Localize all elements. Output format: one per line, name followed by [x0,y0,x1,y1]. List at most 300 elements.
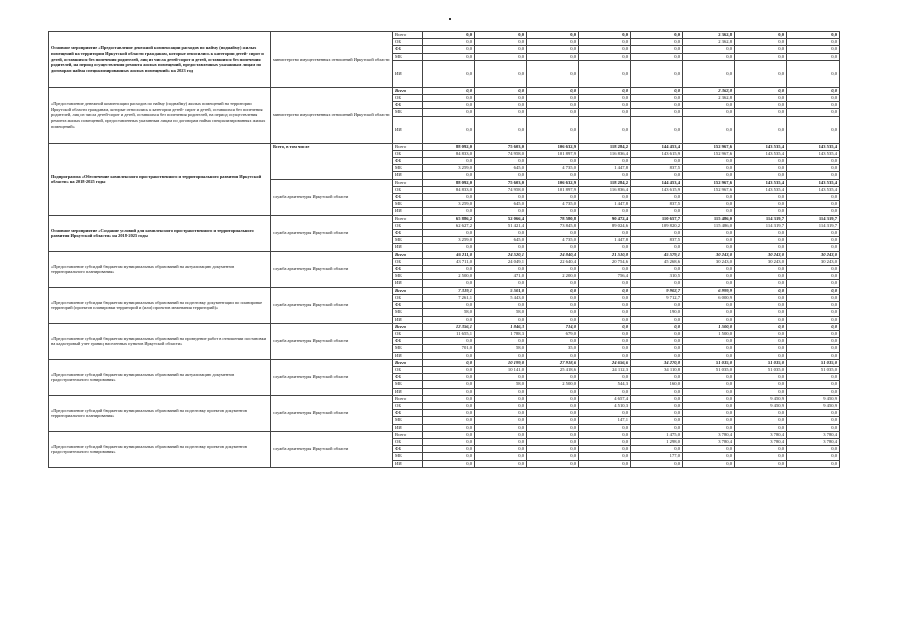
amount-cell: 0,0 [735,388,787,395]
amount-cell: 0,0 [579,330,631,337]
amount-cell: 0,0 [787,266,840,273]
funding-source-cell: МБ [393,309,423,316]
amount-cell: 0,0 [735,381,787,388]
amount-cell: 0,0 [475,194,527,201]
amount-cell: 0,0 [787,109,840,116]
table-row [49,359,840,366]
amount-cell: 0,0 [683,230,735,237]
amount-cell: 0,0 [527,172,579,179]
amount-cell: 0,0 [423,453,475,460]
funding-source-cell: МБ [393,165,423,172]
amount-cell: 0,0 [631,60,683,87]
amount-cell: 0,0 [579,109,631,116]
amount-cell: 0,0 [423,302,475,309]
amount-cell: 837,5 [631,165,683,172]
amount-cell: 0,0 [787,60,840,87]
amount-cell: 0,0 [423,208,475,215]
amount-cell: 7 319,1 [423,287,475,294]
amount-cell: 5 501,0 [475,287,527,294]
amount-cell: 0,0 [527,395,579,402]
page-marker-dot [449,18,451,20]
amount-cell: 0,0 [423,95,475,102]
amount-cell: 12 356,1 [423,323,475,330]
amount-cell: 0,0 [475,424,527,431]
amount-cell: 0,0 [475,352,527,359]
amount-cell: 0,0 [475,244,527,251]
amount-cell: 0,0 [683,309,735,316]
amount-cell: 0,0 [527,32,579,39]
amount-cell: 0,0 [527,453,579,460]
amount-cell: 0,0 [787,338,840,345]
amount-cell: 152 967,6 [683,143,735,150]
amount-cell: 0,0 [631,374,683,381]
amount-cell: 0,0 [579,194,631,201]
amount-cell: 0,0 [631,266,683,273]
amount-cell: 152 967,6 [683,179,735,186]
amount-cell: 0,0 [631,53,683,60]
funding-source-cell: ОБ [393,366,423,373]
amount-cell: 9 450,9 [735,402,787,409]
funding-source-cell: ФБ [393,230,423,237]
executor-cell: служба архитектуры Иркутской области [271,251,393,287]
amount-cell: 24 840,4 [527,251,579,258]
funding-source-cell: ОБ [393,402,423,409]
amount-cell: 0,0 [579,32,631,39]
amount-cell: 0,0 [579,424,631,431]
amount-cell: 106 632,9 [527,143,579,150]
amount-cell: 35,0 [527,345,579,352]
amount-cell: 0,0 [631,446,683,453]
amount-cell: 0,0 [735,446,787,453]
amount-cell: 0,0 [735,95,787,102]
amount-cell: 0,0 [787,230,840,237]
amount-cell: 0,0 [735,194,787,201]
amount-cell: 0,0 [527,266,579,273]
amount-cell: 0,0 [735,294,787,301]
amount-cell: 0,0 [787,388,840,395]
table-row [49,251,840,258]
amount-cell: 0,0 [683,410,735,417]
amount-cell: 0,0 [527,294,579,301]
amount-cell: 0,0 [787,237,840,244]
amount-cell: 143 615,9 [631,186,683,193]
funding-source-cell: ИИ [393,316,423,323]
amount-cell: 152 967,6 [683,186,735,193]
amount-cell: 9 450,9 [735,395,787,402]
amount-cell: 5 443,0 [475,294,527,301]
amount-cell: 62 627,2 [423,222,475,229]
amount-cell: 0,0 [475,102,527,109]
amount-cell: 114 319,7 [787,215,840,222]
amount-cell: 0,0 [579,388,631,395]
amount-cell: 1 846,3 [475,323,527,330]
amount-cell: 714,0 [527,323,579,330]
amount-cell: 0,0 [735,158,787,165]
amount-cell: 0,0 [579,60,631,87]
amount-cell: 0,0 [683,388,735,395]
amount-cell: 0,0 [475,87,527,94]
amount-cell: 0,0 [475,460,527,467]
amount-cell: 0,0 [527,194,579,201]
amount-cell: 0,0 [527,460,579,467]
funding-source-cell: ОБ [393,294,423,301]
funding-source-cell: МБ [393,453,423,460]
amount-cell: 0,0 [683,381,735,388]
program-name-cell: «Предоставление субсидий бюджетам муниципальных образований на актуализацию документов территориального планирования» [49,251,271,287]
amount-cell: 0,0 [579,95,631,102]
amount-cell: 0,0 [579,46,631,53]
amount-cell: 0,0 [423,338,475,345]
amount-cell: 0,0 [735,46,787,53]
amount-cell: 190,0 [631,309,683,316]
amount-cell: 1 500,0 [683,323,735,330]
amount-cell: 0,0 [735,280,787,287]
amount-cell: 84 833,0 [423,150,475,157]
funding-source-cell: ФБ [393,410,423,417]
funding-source-cell: Всего [393,32,423,39]
amount-cell: 78 580,8 [527,215,579,222]
amount-cell: 0,0 [475,266,527,273]
amount-cell: 110 657,7 [631,215,683,222]
amount-cell: 114 319,7 [787,222,840,229]
amount-cell: 0,0 [787,53,840,60]
amount-cell: 0,0 [527,244,579,251]
amount-cell: 0,0 [475,388,527,395]
amount-cell: 0,0 [423,402,475,409]
amount-cell: 0,0 [631,388,683,395]
amount-cell: 22 640,4 [527,258,579,265]
funding-source-cell: Всего [393,87,423,94]
amount-cell: 0,0 [683,316,735,323]
funding-source-cell: Всего [393,143,423,150]
executor-cell: служба архитектуры Иркутской области [271,323,393,359]
amount-cell: 1 788,3 [475,330,527,337]
executor-cell: служба архитектуры Иркутской области [271,395,393,431]
amount-cell: 0,0 [423,388,475,395]
amount-cell: 0,0 [579,302,631,309]
funding-source-cell: ОБ [393,150,423,157]
program-name-cell: Основное мероприятие «Создание условий для комплексного пространственного и территориального развития Иркутской области» на 2018-2025 годы [49,215,271,251]
amount-cell: 0,0 [527,410,579,417]
executor-cell: служба архитектуры Иркутской области [271,287,393,323]
amount-cell: 0,0 [527,109,579,116]
amount-cell: 143 535,4 [787,186,840,193]
amount-cell: 0,0 [423,116,475,143]
amount-cell: 0,0 [579,338,631,345]
amount-cell: 0,0 [631,244,683,251]
program-name-cell: «Предоставление субсидий бюджетам муниципальных образований на подготовку проектов документов территориального планирования» [49,395,271,431]
amount-cell: 0,0 [631,338,683,345]
amount-cell: 0,0 [631,230,683,237]
amount-cell: 0,0 [423,280,475,287]
amount-cell: 0,0 [787,273,840,280]
amount-cell: 0,0 [579,266,631,273]
amount-cell: 0,0 [579,208,631,215]
amount-cell: 0,0 [787,453,840,460]
amount-cell: 0,0 [423,32,475,39]
amount-cell: 51 035,0 [787,366,840,373]
amount-cell: 30 243,0 [683,258,735,265]
amount-cell: 0,0 [787,287,840,294]
amount-cell: 0,0 [631,116,683,143]
amount-cell: 30 243,0 [683,251,735,258]
amount-cell: 118 284,2 [579,179,631,186]
amount-cell: 116 836,4 [579,186,631,193]
amount-cell: 0,0 [423,424,475,431]
amount-cell: 0,0 [735,116,787,143]
amount-cell: 0,0 [423,87,475,94]
amount-cell: 0,0 [631,280,683,287]
amount-cell: 0,0 [579,158,631,165]
amount-cell: 143 535,4 [735,186,787,193]
amount-cell: 0,0 [683,172,735,179]
amount-cell: 0,0 [787,244,840,251]
amount-cell: 0,0 [787,208,840,215]
amount-cell: 0,0 [683,116,735,143]
amount-cell: 0,0 [787,410,840,417]
amount-cell: 0,0 [475,453,527,460]
amount-cell: 30 243,0 [735,258,787,265]
amount-cell: 0,0 [527,352,579,359]
amount-cell: 0,0 [423,230,475,237]
amount-cell: 0,0 [787,323,840,330]
amount-cell: 471,0 [475,273,527,280]
amount-cell: 0,0 [475,32,527,39]
amount-cell: 9 450,9 [787,402,840,409]
executor-cell: служба архитектуры Иркутской области [271,359,393,395]
funding-source-cell: ИИ [393,172,423,179]
amount-cell: 58,0 [475,381,527,388]
amount-cell: 6 999,9 [683,287,735,294]
amount-cell: 0,0 [735,374,787,381]
funding-source-cell: ИИ [393,424,423,431]
amount-cell: 0,0 [527,46,579,53]
funding-source-cell: ИИ [393,60,423,87]
amount-cell: 0,0 [735,273,787,280]
amount-cell: 0,0 [527,158,579,165]
amount-cell: 0,0 [787,352,840,359]
amount-cell: 24 049,1 [475,258,527,265]
amount-cell: 101 897,9 [527,186,579,193]
amount-cell: 3 259,0 [423,201,475,208]
amount-cell: 0,0 [735,244,787,251]
amount-cell: 51 035,0 [683,366,735,373]
amount-cell: 0,0 [683,237,735,244]
amount-cell: 0,0 [527,431,579,438]
amount-cell: 0,0 [475,280,527,287]
funding-source-cell: ОБ [393,39,423,46]
funding-source-cell: ИИ [393,388,423,395]
amount-cell: 0,0 [527,280,579,287]
amount-cell: 0,0 [579,244,631,251]
amount-cell: 0,0 [527,438,579,445]
amount-cell: 0,0 [579,460,631,467]
amount-cell: 0,0 [683,402,735,409]
amount-cell: 0,0 [475,39,527,46]
amount-cell: 0,0 [683,60,735,87]
amount-cell: 0,0 [787,102,840,109]
amount-cell: 84 833,0 [423,186,475,193]
amount-cell: 0,0 [787,294,840,301]
amount-cell: 0,0 [475,109,527,116]
amount-cell: 0,0 [787,87,840,94]
table-row [49,323,840,330]
amount-cell: 0,0 [735,323,787,330]
amount-cell: 7 261,1 [423,294,475,301]
amount-cell: 0,0 [527,102,579,109]
amount-cell: 30 243,0 [787,251,840,258]
amount-cell: 1 447,8 [579,165,631,172]
funding-source-cell: Всего [393,251,423,258]
amount-cell: 34 270,8 [631,359,683,366]
amount-cell: 0,0 [631,32,683,39]
amount-cell: 115 486,0 [683,222,735,229]
amount-cell: 75 603,0 [475,143,527,150]
amount-cell: 837,5 [631,237,683,244]
amount-cell: 0,0 [423,39,475,46]
amount-cell: 0,0 [527,316,579,323]
amount-cell: 0,0 [787,460,840,467]
amount-cell: 679,0 [527,330,579,337]
amount-cell: 0,0 [631,39,683,46]
amount-cell: 0,0 [423,102,475,109]
executor-cell: служба архитектуры Иркутской области [271,215,393,251]
amount-cell: 0,0 [423,60,475,87]
amount-cell: 0,0 [475,395,527,402]
amount-cell: 0,0 [579,102,631,109]
amount-cell: 701,0 [423,345,475,352]
funding-source-cell: Всего [393,179,423,186]
amount-cell: 310,5 [631,273,683,280]
funding-source-cell: МБ [393,345,423,352]
amount-cell: 0,0 [735,208,787,215]
amount-cell: 3 780,4 [735,431,787,438]
amount-cell: 0,0 [579,230,631,237]
amount-cell: 3 259,0 [423,165,475,172]
amount-cell: 0,0 [423,158,475,165]
amount-cell: 0,0 [527,446,579,453]
amount-cell: 10 141,0 [475,366,527,373]
amount-cell: 0,0 [475,46,527,53]
amount-cell: 0,0 [735,453,787,460]
amount-cell: 0,0 [579,410,631,417]
amount-cell: 4 735,0 [527,201,579,208]
amount-cell: 0,0 [475,158,527,165]
amount-cell: 0,0 [683,460,735,467]
amount-cell: 0,0 [579,39,631,46]
amount-cell: 0,0 [735,345,787,352]
amount-cell: 0,0 [683,109,735,116]
amount-cell: 0,0 [527,95,579,102]
amount-cell: 2 362,8 [683,39,735,46]
amount-cell: 51 035,0 [735,359,787,366]
amount-cell: 3 259,0 [423,237,475,244]
amount-cell: 0,0 [735,302,787,309]
amount-cell: 0,0 [683,273,735,280]
amount-cell: 0,0 [631,323,683,330]
amount-cell: 0,0 [631,172,683,179]
amount-cell: 0,0 [475,172,527,179]
amount-cell: 0,0 [787,302,840,309]
amount-cell: 143 535,4 [735,150,787,157]
amount-cell: 143 535,4 [787,179,840,186]
amount-cell: 0,0 [735,417,787,424]
program-name-cell: Основное мероприятие «Предоставление денежной компенсации расходов по найму (поднайму) жилых помещений на территории Иркутской области гражданам, которые относились к категории детей- сирот и детей, оставшихся без попечения родителей, лиц из числа детей-сирот и детей, оставшихся без попечения родителей, на период осуществления ремонта жилых помещений, предоставленных указанным лицам по договорам найма специализированных жилых помещений» на 2023 год [49,32,271,88]
funding-source-cell: Всего [393,395,423,402]
funding-source-cell: ИИ [393,116,423,143]
amount-cell: 43 711,0 [423,258,475,265]
program-name-cell: «Предоставление денежной компенсации расходов по найму (поднайму) жилых помещений на территории Иркутской области гражданам, которые относились к категории детей- сирот и детей, оставшихся без попечения родителей, лиц из числа детей-сирот и детей, оставшихся без попечения родителей, на период осуществления ремонта жилых помещений, предоставленных указанным лицам по договорам найма специализированных жилых помещений» [49,87,271,143]
amount-cell: 0,0 [475,410,527,417]
amount-cell: 0,0 [527,338,579,345]
amount-cell: 4 510,3 [579,402,631,409]
funding-source-cell: ФБ [393,446,423,453]
amount-cell: 0,0 [475,431,527,438]
amount-cell: 0,0 [579,316,631,323]
amount-cell: 2 362,8 [683,87,735,94]
amount-cell: 0,0 [735,309,787,316]
amount-cell: 0,0 [787,417,840,424]
amount-cell: 3 780,4 [683,438,735,445]
amount-cell: 0,0 [475,402,527,409]
amount-cell: 0,0 [787,446,840,453]
amount-cell: 0,0 [683,53,735,60]
funding-source-cell: Всего [393,287,423,294]
amount-cell: 2 500,0 [423,273,475,280]
funding-source-cell: Всего [393,431,423,438]
amount-cell: 0,0 [735,330,787,337]
amount-cell: 0,0 [787,345,840,352]
amount-cell: 0,0 [683,417,735,424]
amount-cell: 1 447,8 [579,237,631,244]
amount-cell: 3 780,4 [683,431,735,438]
amount-cell: 177,0 [631,453,683,460]
amount-cell: 0,0 [787,381,840,388]
amount-cell: 0,0 [423,374,475,381]
amount-cell: 152 967,6 [683,150,735,157]
executor-cell: Всего, в том числе [271,143,393,179]
amount-cell: 2 362,8 [683,32,735,39]
amount-cell: 756,4 [579,273,631,280]
amount-cell: 0,0 [683,302,735,309]
amount-cell: 0,0 [683,453,735,460]
amount-cell: 0,0 [423,316,475,323]
funding-source-cell: ИИ [393,352,423,359]
funding-source-cell: ОБ [393,438,423,445]
amount-cell: 1 447,8 [579,201,631,208]
amount-cell: 0,0 [735,352,787,359]
funding-source-cell: ФБ [393,194,423,201]
amount-cell: 0,0 [423,366,475,373]
amount-cell: 34 110,8 [631,366,683,373]
amount-cell: 30 243,0 [787,258,840,265]
amount-cell: 0,0 [631,330,683,337]
amount-cell: 160,0 [631,381,683,388]
amount-cell: 0,0 [527,87,579,94]
amount-cell: 2 362,8 [683,95,735,102]
amount-cell: 51 035,0 [683,359,735,366]
amount-cell: 0,0 [527,424,579,431]
executor-cell: министерство имущественных отношений Иркутской области [271,32,393,88]
amount-cell: 0,0 [631,417,683,424]
amount-cell: 0,0 [423,381,475,388]
amount-cell: 51 421,4 [475,222,527,229]
amount-cell: 0,0 [683,345,735,352]
amount-cell: 0,0 [631,102,683,109]
table-row [49,431,840,438]
amount-cell: 0,0 [579,309,631,316]
amount-cell: 0,0 [787,95,840,102]
